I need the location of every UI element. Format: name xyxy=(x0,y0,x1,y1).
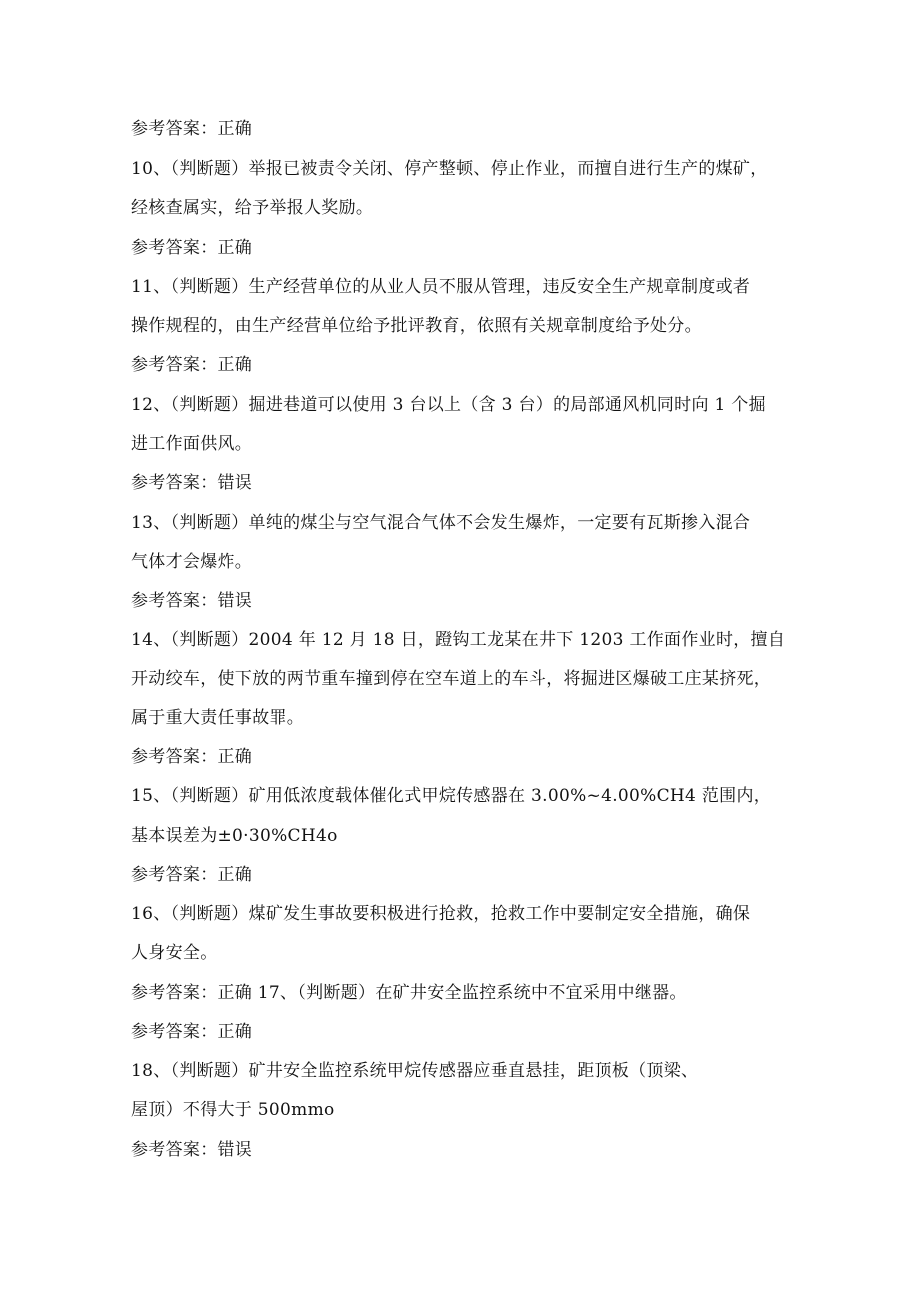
question-14-line-3: 属于重大责任事故罪。 xyxy=(131,708,304,728)
question-15-line-2: 基本误差为±0·30%CH4o xyxy=(131,826,338,846)
question-11-line-2: 操作规程的，由生产经营单位给予批评教育，依照有关规章制度给予处分。 xyxy=(131,316,702,336)
answer-line-11: 参考答案：正确 xyxy=(131,355,253,375)
question-13-line-2: 气体才会爆炸。 xyxy=(131,552,253,572)
answer-line-12: 参考答案：错误 xyxy=(131,473,253,493)
question-12-line-2: 进工作面供风。 xyxy=(131,434,253,454)
question-13-line-1: 13、（判断题）单纯的煤尘与空气混合气体不会发生爆炸，一定要有瓦斯掺入混合 xyxy=(131,513,751,533)
answer-line-10: 参考答案：正确 xyxy=(131,238,253,258)
question-11-line-1: 11、（判断题）生产经营单位的从业人员不服从管理，违反安全生产规章制度或者 xyxy=(131,277,751,297)
answer-line-15: 参考答案：正确 xyxy=(131,865,253,885)
question-18-line-2: 屋顶）不得大于 500mmo xyxy=(131,1100,335,1120)
answer-line-9: 参考答案：正确 xyxy=(131,119,253,139)
answer-line-14: 参考答案：正确 xyxy=(131,747,253,767)
question-18-line-1: 18、（判断题）矿井安全监控系统甲烷传感器应垂直悬挂，距顶板（顶梁、 xyxy=(131,1061,699,1081)
question-10-line-1: 10、（判断题）举报已被责令关闭、停产整顿、停止作业，而擅自进行生产的煤矿， xyxy=(131,159,768,179)
answer-line-13: 参考答案：错误 xyxy=(131,591,253,611)
answer-line-18: 参考答案：错误 xyxy=(131,1140,253,1160)
question-14-line-2: 开动绞车，使下放的两节重车撞到停在空车道上的车斗，将掘进区爆破工庄某挤死， xyxy=(131,669,772,689)
answer-line-17: 参考答案：正确 xyxy=(131,1022,253,1042)
question-16-line-1: 16、（判断题）煤矿发生事故要积极进行抢救，抢救工作中要制定安全措施，确保 xyxy=(131,904,751,924)
question-14-line-1: 14、（判断题）2004 年 12 月 18 日，蹬钩工龙某在井下 1203 工作面作业时，擅自 xyxy=(131,630,786,650)
question-15-line-1: 15、（判断题）矿用低浓度载体催化式甲烷传感器在 3.00%~4.00%CH4 范围内， xyxy=(131,786,772,806)
answer-line-16-question-17: 参考答案：正确 17、（判断题）在矿井安全监控系统中不宜采用中继器。 xyxy=(131,983,687,1003)
question-16-line-2: 人身安全。 xyxy=(131,943,218,963)
question-12-line-1: 12、（判断题）掘进巷道可以使用 3 台以上（含 3 台）的局部通风机同时向 1 个掘 xyxy=(131,395,766,415)
question-10-line-2: 经核查属实，给予举报人奖励。 xyxy=(131,198,374,218)
